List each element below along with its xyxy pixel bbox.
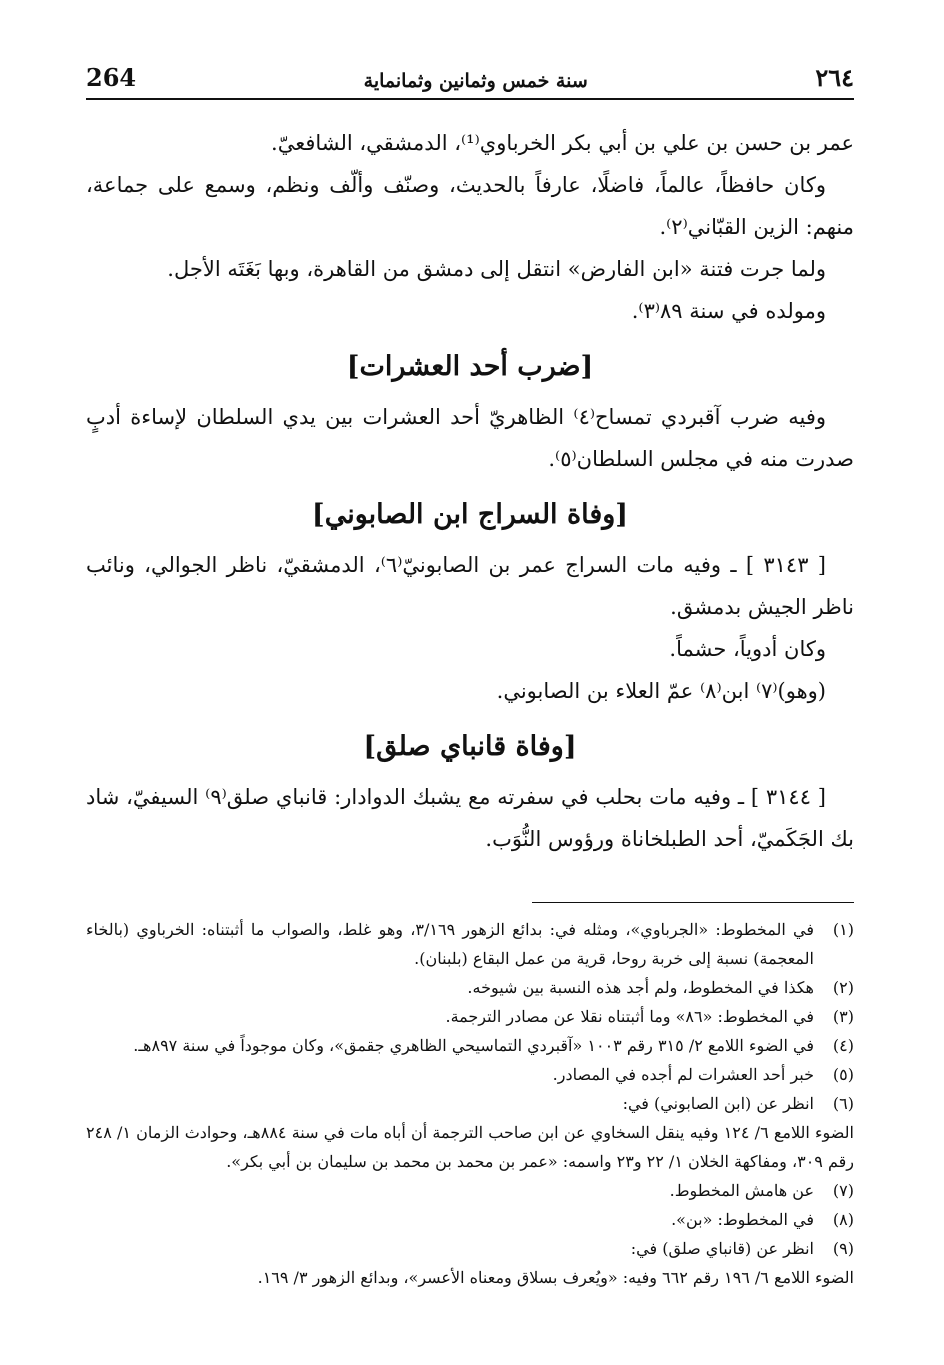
running-header <box>86 58 854 100</box>
page-number-latin: 264 <box>86 63 137 92</box>
footnote-continuation: الضوء اللامع ٦/ ١٩٦ رقم ٦٦٢ وفيه: «ويُعرف بسلاق ومعناه الأعسر»، وبدائع الزهور ٣/ ١٦٩. <box>257 1268 854 1287</box>
footnote-text: عن هامش المخطوط. <box>669 1181 814 1200</box>
paragraph: ومولده في سنة ٨٩⁽٣⁾. <box>631 299 826 323</box>
main-text <box>86 122 854 860</box>
paragraph: عمر بن حسن بن علي بن أبي بكر الخرباوي⁽¹⁾، الدمشقي، الشافعيّ. <box>271 131 854 155</box>
footnote <box>86 1031 854 1060</box>
footnote-text: هكذا في المخطوط، ولم أجد هذه النسبة بين شيوخه. <box>467 978 814 997</box>
section-heading: [ضرب أحد العشرات] <box>346 351 594 382</box>
section-heading: [وفاة قانباي صلق] <box>363 731 577 762</box>
footnote-mark: (٩) <box>832 1239 854 1258</box>
footnote-text: انظر عن (ابن الصابوني) في: <box>622 1094 814 1113</box>
footnote-mark: (٥) <box>832 1065 854 1084</box>
paragraph: وكان حافظاً، عالماً، فاضلًا، عارفاً بالحديث، وصنّف وألّف ونظم، وسمع على جماعة، منهم: الزين القبّاني⁽٢⁾. <box>86 173 854 239</box>
section-heading: [وفاة السراج ابن الصابوني] <box>311 499 629 530</box>
footnote-text: في المخطوط: «٨٦» وما أثبتناه نقلا عن مصادر الترجمة. <box>445 1007 814 1026</box>
paragraph: [ ٣١٤٣ ] ـ وفيه مات السراج عمر بن الصابونيّ⁽٦⁾، الدمشقيّ، ناظر الجوالي، ونائب ناظر الجيش بدمشق. <box>86 553 854 619</box>
footnote-mark: (٣) <box>832 1007 854 1026</box>
footnote-mark: (٧) <box>832 1181 854 1200</box>
footnote-divider <box>532 902 854 903</box>
paragraph: (وهو)⁽٧⁾ ابن⁽٨⁾ عمّ العلاء بن الصابوني. <box>496 679 826 703</box>
footnote-mark: (٦) <box>832 1094 854 1113</box>
footnote <box>86 1002 854 1031</box>
footnote <box>86 1089 854 1118</box>
footnote-text: انظر عن (قانباي صلق) في: <box>630 1239 814 1258</box>
paragraph: وكان أدوياً، حشماً. <box>669 637 826 661</box>
footnote-text: خبر أحد العشرات لم أجده في المصادر. <box>552 1065 814 1084</box>
footnote <box>86 1060 854 1089</box>
page-number-arabic: ٢٦٤ <box>815 63 854 92</box>
running-title: سنة خمس وثمانين وثمانماية <box>363 70 588 92</box>
footnote-text: في المخطوط: «بن». <box>671 1210 814 1229</box>
footnote-mark: (١) <box>832 920 854 939</box>
footnote-continuation: الضوء اللامع ٦/ ١٢٤ وفيه ينقل السخاوي عن ابن صاحب الترجمة أن أباه مات في سنة ٨٨٤هـ، وحوادث الزمان ١/ ٢٤٨ رقم ٣٠٩، ومفاكهة الخلان ١/ ٢٢ و٢٣ واسمه: «عمر بن محمد بن محمد بن سليمان بن أبي بكر». <box>86 1123 854 1171</box>
paragraph: [ ٣١٤٤ ] ـ وفيه مات بحلب في سفرته مع يشبك الدوادار: قانباي صلق⁽٩⁾ السيفيّ، شاد بك الجَكَميّ، أحد الطبلخاناة ورؤوس النُّوَب. <box>86 785 854 851</box>
footnote <box>86 973 854 1002</box>
footnote-mark: (٨) <box>832 1210 854 1229</box>
footnote-text: في الضوء اللامع ٢/ ٣١٥ رقم ١٠٠٣ «آقبردي التماسيحي الظاهري جقمق»، وكان موجوداً في سنة ٨٩٧هـ. <box>133 1036 814 1055</box>
footnotes <box>86 915 854 1292</box>
paragraph: ولما جرت فتنة «ابن الفارض» انتقل إلى دمشق من القاهرة، وبها بَغَتَه الأجل. <box>167 257 826 281</box>
footnote <box>86 1176 854 1205</box>
footnote <box>86 915 854 973</box>
footnote-text: في المخطوط: «الجرباوي»، ومثله في: بدائع الزهور ٣/١٦٩، وهو غلط، والصواب ما أثبتناه: الخرباوي (بالخاء المعجمة) نسبة إلى خربة روحا، قرية من عمل البقاع (بلبنان). <box>86 920 815 968</box>
footnote-mark: (٢) <box>832 978 854 997</box>
paragraph: وفيه ضرب آقبردي تمساح⁽٤⁾ الظاهريّ أحد العشرات بين يدي السلطان لإساءة أدبٍ صدرت منه في مجلس السلطان⁽٥⁾. <box>86 405 854 471</box>
footnote-mark: (٤) <box>832 1036 854 1055</box>
footnote <box>86 1234 854 1263</box>
footnote <box>86 1205 854 1234</box>
